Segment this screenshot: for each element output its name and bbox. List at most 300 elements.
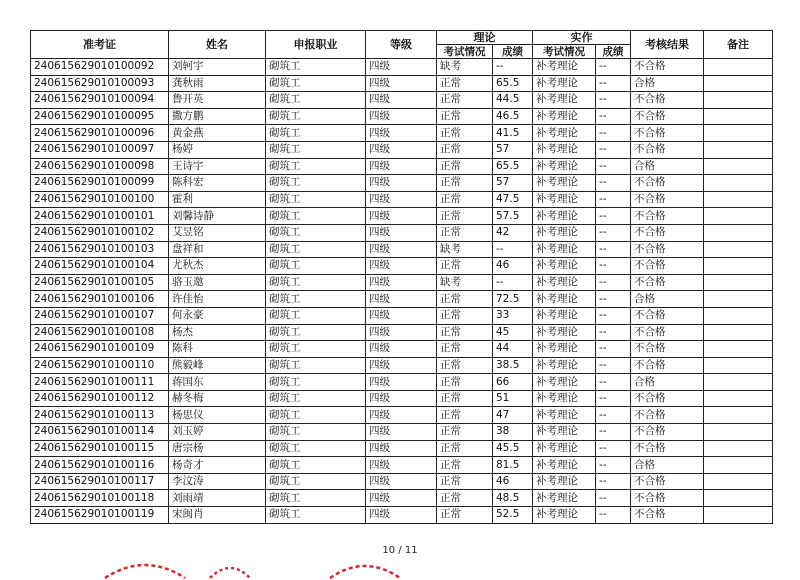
cell-t-status: 正常 — [437, 357, 493, 374]
table-row — [31, 457, 773, 474]
cell-t-score: 46 — [493, 258, 533, 275]
cell-remark — [704, 241, 773, 258]
cell-name: 宋闽肖 — [169, 507, 266, 524]
cell-p-score: -- — [596, 224, 631, 241]
table-row — [31, 307, 773, 324]
cell-p-score: -- — [596, 125, 631, 142]
cell-id: 240615629010100108 — [31, 324, 169, 341]
table-row — [31, 158, 773, 175]
cell-t-status: 正常 — [437, 258, 493, 275]
cell-id: 240615629010100111 — [31, 374, 169, 391]
cell-t-score: 57.5 — [493, 208, 533, 225]
cell-p-status: 补考理论 — [533, 407, 596, 424]
cell-t-status: 正常 — [437, 125, 493, 142]
cell-level: 四级 — [366, 141, 437, 158]
cell-t-status: 正常 — [437, 440, 493, 457]
cell-p-score: -- — [596, 108, 631, 125]
cell-t-status: 正常 — [437, 407, 493, 424]
cell-job: 砌筑工 — [266, 175, 366, 192]
cell-name: 王诗宇 — [169, 158, 266, 175]
header-practical: 实作 — [533, 31, 631, 45]
cell-result: 不合格 — [631, 307, 704, 324]
cell-level: 四级 — [366, 258, 437, 275]
cell-id: 240615629010100105 — [31, 274, 169, 291]
header-level: 等级 — [366, 31, 437, 59]
cell-p-status: 补考理论 — [533, 75, 596, 92]
cell-remark — [704, 59, 773, 76]
cell-p-score: -- — [596, 457, 631, 474]
cell-job: 砌筑工 — [266, 108, 366, 125]
cell-p-status: 补考理论 — [533, 191, 596, 208]
cell-t-score: 46 — [493, 473, 533, 490]
cell-remark — [704, 490, 773, 507]
cell-remark — [704, 324, 773, 341]
cell-name: 杨思仪 — [169, 407, 266, 424]
cell-id: 240615629010100118 — [31, 490, 169, 507]
cell-t-score: 41.5 — [493, 125, 533, 142]
cell-remark — [704, 407, 773, 424]
cell-job: 砌筑工 — [266, 324, 366, 341]
cell-name: 龚秋雨 — [169, 75, 266, 92]
page-number: 10 / 11 — [382, 545, 418, 556]
cell-id: 240615629010100102 — [31, 224, 169, 241]
cell-t-score: -- — [493, 59, 533, 76]
header-theory-score: 成绩 — [493, 45, 533, 59]
cell-level: 四级 — [366, 440, 437, 457]
cell-p-status: 补考理论 — [533, 341, 596, 358]
table-row — [31, 407, 773, 424]
cell-result: 不合格 — [631, 92, 704, 109]
cell-p-status: 补考理论 — [533, 175, 596, 192]
cell-p-score: -- — [596, 241, 631, 258]
cell-t-score: 48.5 — [493, 490, 533, 507]
cell-p-score: -- — [596, 374, 631, 391]
results-table — [30, 30, 773, 524]
cell-name: 刘馨诗静 — [169, 208, 266, 225]
cell-p-score: -- — [596, 473, 631, 490]
cell-p-status: 补考理论 — [533, 208, 596, 225]
cell-p-score: -- — [596, 175, 631, 192]
cell-p-status: 补考理论 — [533, 457, 596, 474]
table-row — [31, 108, 773, 125]
cell-level: 四级 — [366, 208, 437, 225]
cell-t-status: 正常 — [437, 75, 493, 92]
cell-result: 不合格 — [631, 274, 704, 291]
cell-p-status: 补考理论 — [533, 125, 596, 142]
cell-job: 砌筑工 — [266, 191, 366, 208]
cell-p-score: -- — [596, 341, 631, 358]
cell-job: 砌筑工 — [266, 390, 366, 407]
cell-t-status: 正常 — [437, 92, 493, 109]
cell-level: 四级 — [366, 490, 437, 507]
cell-p-score: -- — [596, 59, 631, 76]
table-row — [31, 59, 773, 76]
cell-p-score: -- — [596, 407, 631, 424]
cell-id: 240615629010100116 — [31, 457, 169, 474]
table-row — [31, 241, 773, 258]
cell-name: 刘玉婷 — [169, 424, 266, 441]
cell-level: 四级 — [366, 158, 437, 175]
cell-job: 砌筑工 — [266, 59, 366, 76]
cell-result: 不合格 — [631, 224, 704, 241]
table-row — [31, 357, 773, 374]
cell-t-status: 正常 — [437, 490, 493, 507]
cell-remark — [704, 258, 773, 275]
cell-result: 合格 — [631, 457, 704, 474]
cell-id: 240615629010100109 — [31, 341, 169, 358]
cell-level: 四级 — [366, 507, 437, 524]
cell-name: 赫冬梅 — [169, 390, 266, 407]
cell-name: 陈科宏 — [169, 175, 266, 192]
table-row — [31, 341, 773, 358]
cell-result: 不合格 — [631, 191, 704, 208]
cell-id: 240615629010100103 — [31, 241, 169, 258]
table-row — [31, 440, 773, 457]
table-row — [31, 324, 773, 341]
cell-p-score: -- — [596, 390, 631, 407]
cell-name: 骆玉邀 — [169, 274, 266, 291]
cell-t-score: 45 — [493, 324, 533, 341]
cell-result: 不合格 — [631, 507, 704, 524]
cell-t-score: 65.5 — [493, 158, 533, 175]
cell-t-status: 缺考 — [437, 59, 493, 76]
cell-t-score: 38 — [493, 424, 533, 441]
table-row — [31, 258, 773, 275]
cell-job: 砌筑工 — [266, 424, 366, 441]
cell-name: 李汶涛 — [169, 473, 266, 490]
cell-level: 四级 — [366, 224, 437, 241]
cell-remark — [704, 507, 773, 524]
cell-result: 不合格 — [631, 59, 704, 76]
cell-remark — [704, 208, 773, 225]
cell-p-status: 补考理论 — [533, 241, 596, 258]
cell-t-status: 正常 — [437, 175, 493, 192]
cell-id: 240615629010100100 — [31, 191, 169, 208]
cell-result: 不合格 — [631, 490, 704, 507]
cell-job: 砌筑工 — [266, 274, 366, 291]
cell-level: 四级 — [366, 374, 437, 391]
cell-level: 四级 — [366, 125, 437, 142]
cell-p-score: -- — [596, 258, 631, 275]
header-row-1 — [31, 31, 773, 45]
cell-p-score: -- — [596, 208, 631, 225]
cell-level: 四级 — [366, 324, 437, 341]
cell-p-status: 补考理论 — [533, 92, 596, 109]
cell-id: 240615629010100095 — [31, 108, 169, 125]
cell-result: 不合格 — [631, 473, 704, 490]
cell-job: 砌筑工 — [266, 158, 366, 175]
cell-p-score: -- — [596, 75, 631, 92]
cell-job: 砌筑工 — [266, 125, 366, 142]
cell-job: 砌筑工 — [266, 241, 366, 258]
cell-t-status: 缺考 — [437, 241, 493, 258]
table-row — [31, 191, 773, 208]
cell-t-score: 65.5 — [493, 75, 533, 92]
cell-p-status: 补考理论 — [533, 374, 596, 391]
table-row — [31, 208, 773, 225]
cell-remark — [704, 108, 773, 125]
cell-id: 240615629010100112 — [31, 390, 169, 407]
cell-job: 砌筑工 — [266, 407, 366, 424]
cell-t-status: 正常 — [437, 473, 493, 490]
header-exam-id: 准考证 — [31, 31, 169, 59]
cell-p-status: 补考理论 — [533, 59, 596, 76]
cell-t-status: 正常 — [437, 390, 493, 407]
cell-t-status: 正常 — [437, 374, 493, 391]
table-row — [31, 75, 773, 92]
cell-t-score: 81.5 — [493, 457, 533, 474]
cell-name: 尤秋杰 — [169, 258, 266, 275]
table-row — [31, 224, 773, 241]
table-row — [31, 390, 773, 407]
cell-result: 不合格 — [631, 125, 704, 142]
header-result: 考核结果 — [631, 31, 704, 59]
table-row — [31, 490, 773, 507]
cell-name: 唐宗杨 — [169, 440, 266, 457]
cell-remark — [704, 374, 773, 391]
cell-job: 砌筑工 — [266, 92, 366, 109]
table-body — [31, 59, 773, 524]
cell-name: 刘雨靖 — [169, 490, 266, 507]
cell-name: 霍利 — [169, 191, 266, 208]
cell-result: 不合格 — [631, 241, 704, 258]
cell-t-score: 38.5 — [493, 357, 533, 374]
cell-id: 240615629010100117 — [31, 473, 169, 490]
cell-result: 不合格 — [631, 440, 704, 457]
cell-result: 不合格 — [631, 208, 704, 225]
cell-name: 何永豪 — [169, 307, 266, 324]
cell-t-status: 正常 — [437, 307, 493, 324]
cell-level: 四级 — [366, 341, 437, 358]
cell-p-score: -- — [596, 424, 631, 441]
cell-t-score: 66 — [493, 374, 533, 391]
cell-job: 砌筑工 — [266, 440, 366, 457]
cell-remark — [704, 473, 773, 490]
cell-t-score: 47 — [493, 407, 533, 424]
cell-name: 艾昱铭 — [169, 224, 266, 241]
cell-name: 杨婷 — [169, 141, 266, 158]
cell-job: 砌筑工 — [266, 307, 366, 324]
cell-result: 不合格 — [631, 357, 704, 374]
cell-t-score: 57 — [493, 175, 533, 192]
cell-result: 不合格 — [631, 141, 704, 158]
header-theory-status: 考试情况 — [437, 45, 493, 59]
cell-level: 四级 — [366, 424, 437, 441]
cell-t-score: 46.5 — [493, 108, 533, 125]
cell-result: 不合格 — [631, 341, 704, 358]
cell-id: 240615629010100096 — [31, 125, 169, 142]
table-row — [31, 473, 773, 490]
cell-p-status: 补考理论 — [533, 424, 596, 441]
cell-p-score: -- — [596, 507, 631, 524]
cell-t-status: 正常 — [437, 191, 493, 208]
cell-p-status: 补考理论 — [533, 440, 596, 457]
cell-remark — [704, 457, 773, 474]
table-row — [31, 424, 773, 441]
cell-result: 合格 — [631, 75, 704, 92]
cell-name: 陈科 — [169, 341, 266, 358]
seal-stamp-right — [325, 550, 405, 580]
cell-remark — [704, 341, 773, 358]
cell-id: 240615629010100115 — [31, 440, 169, 457]
cell-p-status: 补考理论 — [533, 307, 596, 324]
cell-id: 240615629010100094 — [31, 92, 169, 109]
table-row — [31, 175, 773, 192]
cell-level: 四级 — [366, 75, 437, 92]
cell-job: 砌筑工 — [266, 457, 366, 474]
cell-level: 四级 — [366, 274, 437, 291]
header-remark: 备注 — [704, 31, 773, 59]
cell-t-score: 45.5 — [493, 440, 533, 457]
header-theory: 理论 — [437, 31, 533, 45]
cell-level: 四级 — [366, 175, 437, 192]
cell-result: 不合格 — [631, 424, 704, 441]
cell-p-status: 补考理论 — [533, 108, 596, 125]
cell-p-status: 补考理论 — [533, 324, 596, 341]
cell-id: 240615629010100099 — [31, 175, 169, 192]
table-row — [31, 291, 773, 308]
cell-job: 砌筑工 — [266, 141, 366, 158]
cell-remark — [704, 274, 773, 291]
cell-id: 240615629010100093 — [31, 75, 169, 92]
seal-stamp-mid — [205, 550, 255, 580]
cell-t-status: 正常 — [437, 224, 493, 241]
cell-t-status: 正常 — [437, 424, 493, 441]
cell-t-status: 缺考 — [437, 274, 493, 291]
cell-p-status: 补考理论 — [533, 158, 596, 175]
cell-result: 不合格 — [631, 324, 704, 341]
cell-result: 不合格 — [631, 390, 704, 407]
cell-p-score: -- — [596, 191, 631, 208]
cell-p-status: 补考理论 — [533, 390, 596, 407]
seal-stamp-left — [100, 550, 190, 580]
table-row — [31, 92, 773, 109]
cell-job: 砌筑工 — [266, 258, 366, 275]
cell-t-score: 47.5 — [493, 191, 533, 208]
cell-result: 合格 — [631, 291, 704, 308]
cell-remark — [704, 92, 773, 109]
cell-remark — [704, 307, 773, 324]
cell-id: 240615629010100097 — [31, 141, 169, 158]
cell-p-score: -- — [596, 274, 631, 291]
cell-p-score: -- — [596, 158, 631, 175]
cell-name: 杨奇才 — [169, 457, 266, 474]
cell-id: 240615629010100098 — [31, 158, 169, 175]
cell-id: 240615629010100092 — [31, 59, 169, 76]
cell-t-score: 72.5 — [493, 291, 533, 308]
cell-t-status: 正常 — [437, 457, 493, 474]
cell-p-status: 补考理论 — [533, 490, 596, 507]
cell-job: 砌筑工 — [266, 507, 366, 524]
header-practical-status: 考试情况 — [533, 45, 596, 59]
cell-job: 砌筑工 — [266, 473, 366, 490]
cell-level: 四级 — [366, 108, 437, 125]
cell-t-score: 51 — [493, 390, 533, 407]
cell-t-score: 44 — [493, 341, 533, 358]
cell-level: 四级 — [366, 407, 437, 424]
cell-p-status: 补考理论 — [533, 258, 596, 275]
cell-t-score: 33 — [493, 307, 533, 324]
cell-p-score: -- — [596, 440, 631, 457]
cell-job: 砌筑工 — [266, 357, 366, 374]
cell-remark — [704, 158, 773, 175]
cell-id: 240615629010100104 — [31, 258, 169, 275]
cell-p-status: 补考理论 — [533, 357, 596, 374]
cell-p-score: -- — [596, 141, 631, 158]
cell-name: 盘祥和 — [169, 241, 266, 258]
cell-id: 240615629010100101 — [31, 208, 169, 225]
cell-job: 砌筑工 — [266, 341, 366, 358]
cell-remark — [704, 424, 773, 441]
cell-remark — [704, 191, 773, 208]
cell-p-status: 补考理论 — [533, 141, 596, 158]
cell-name: 撒方鹏 — [169, 108, 266, 125]
cell-remark — [704, 390, 773, 407]
cell-t-status: 正常 — [437, 108, 493, 125]
cell-t-status: 正常 — [437, 208, 493, 225]
header-name: 姓名 — [169, 31, 266, 59]
cell-p-status: 补考理论 — [533, 274, 596, 291]
cell-t-status: 正常 — [437, 158, 493, 175]
cell-id: 240615629010100106 — [31, 291, 169, 308]
cell-job: 砌筑工 — [266, 224, 366, 241]
cell-t-score: -- — [493, 274, 533, 291]
cell-t-status: 正常 — [437, 291, 493, 308]
cell-p-status: 补考理论 — [533, 473, 596, 490]
cell-level: 四级 — [366, 457, 437, 474]
cell-job: 砌筑工 — [266, 208, 366, 225]
cell-t-status: 正常 — [437, 141, 493, 158]
cell-level: 四级 — [366, 241, 437, 258]
cell-remark — [704, 440, 773, 457]
cell-p-score: -- — [596, 490, 631, 507]
cell-name: 杨杰 — [169, 324, 266, 341]
cell-name: 黄金燕 — [169, 125, 266, 142]
cell-t-status: 正常 — [437, 507, 493, 524]
cell-id: 240615629010100119 — [31, 507, 169, 524]
cell-id: 240615629010100110 — [31, 357, 169, 374]
cell-t-score: 44.5 — [493, 92, 533, 109]
table-row — [31, 374, 773, 391]
cell-p-status: 补考理论 — [533, 291, 596, 308]
cell-result: 不合格 — [631, 108, 704, 125]
cell-result: 不合格 — [631, 407, 704, 424]
cell-t-score: -- — [493, 241, 533, 258]
cell-remark — [704, 175, 773, 192]
cell-result: 不合格 — [631, 175, 704, 192]
cell-job: 砌筑工 — [266, 490, 366, 507]
cell-name: 鲁开英 — [169, 92, 266, 109]
cell-level: 四级 — [366, 92, 437, 109]
cell-job: 砌筑工 — [266, 291, 366, 308]
cell-t-score: 42 — [493, 224, 533, 241]
cell-p-score: -- — [596, 291, 631, 308]
cell-remark — [704, 75, 773, 92]
table-row — [31, 507, 773, 524]
cell-job: 砌筑工 — [266, 75, 366, 92]
cell-id: 240615629010100114 — [31, 424, 169, 441]
header-occupation: 申报职业 — [266, 31, 366, 59]
cell-t-status: 正常 — [437, 324, 493, 341]
cell-t-status: 正常 — [437, 341, 493, 358]
table-row — [31, 274, 773, 291]
cell-t-score: 52.5 — [493, 507, 533, 524]
cell-result: 不合格 — [631, 258, 704, 275]
cell-remark — [704, 291, 773, 308]
cell-level: 四级 — [366, 473, 437, 490]
cell-p-score: -- — [596, 92, 631, 109]
cell-name: 刘轲宇 — [169, 59, 266, 76]
